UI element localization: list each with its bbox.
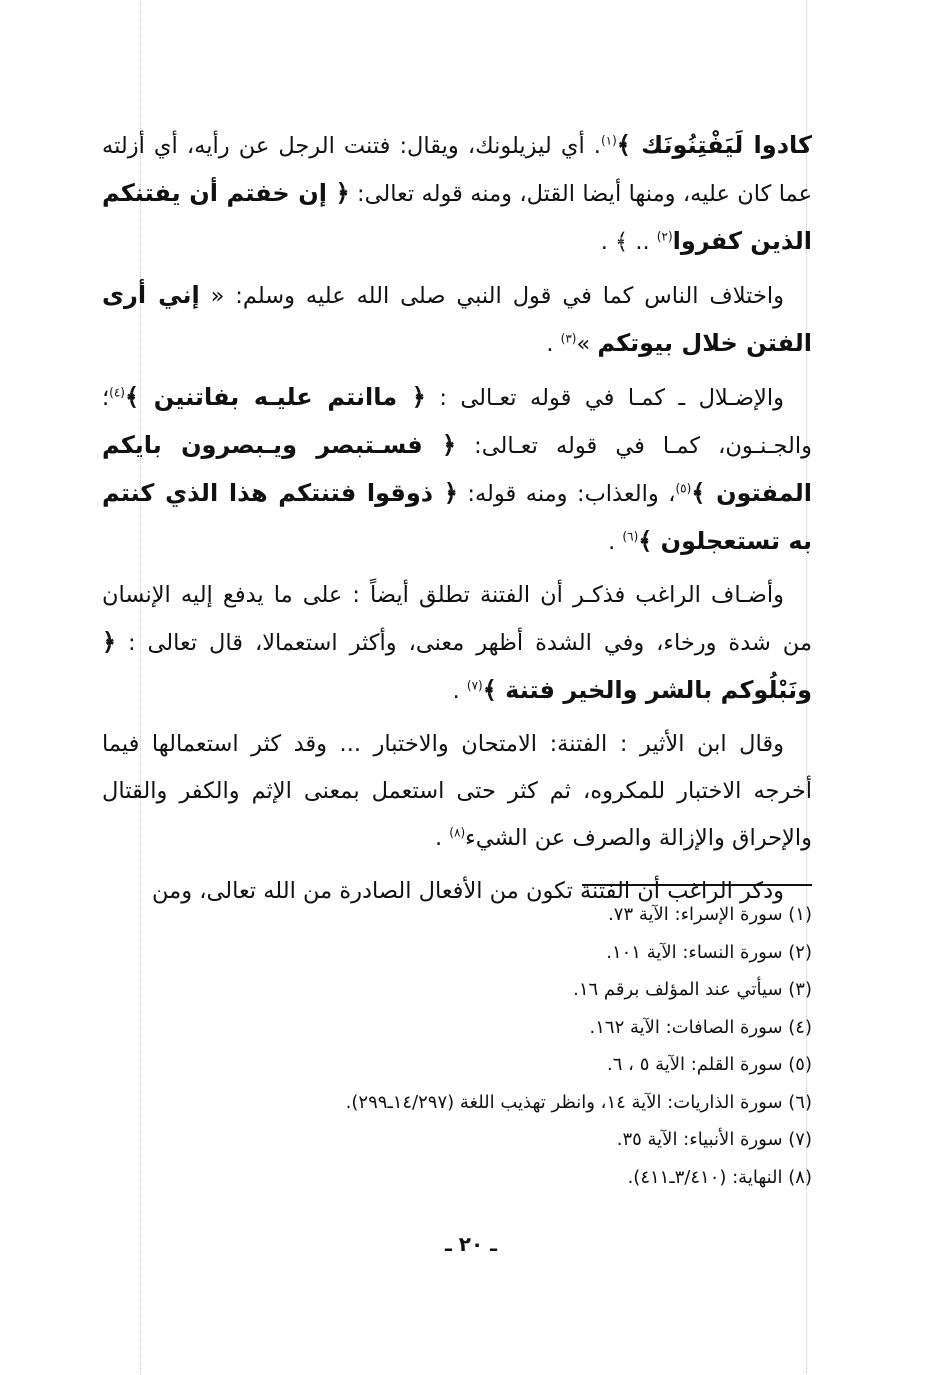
body-text: وأضـاف الراغب فذكـر أن الفتنة تطلق أيضاً : على ما يدفع إليه الإنسان من شدة ورخاء، وفي الشدة أظهر معنى، وأكثر استعمالا، قال تعالى : bbox=[102, 582, 812, 656]
body-text: . أي ليزيلونك، ويقال: فتنت الرجل عن رأيه، أي أزلته عما كان عليه، ومنها أيضا القتل، ومنه قوله تعالى: bbox=[102, 133, 812, 207]
footnote: (٣) سيأتي عند المؤلف برقم ١٦. bbox=[573, 979, 812, 1000]
body-text: . bbox=[434, 825, 450, 851]
body-text: .. ﴾ . bbox=[600, 229, 657, 255]
footnote-ref: (٢) bbox=[656, 229, 673, 244]
paragraph bbox=[102, 572, 812, 715]
paragraph bbox=[102, 721, 812, 862]
body-text: ؛ والجـنـون، كمـا في قوله تعـالى: bbox=[102, 385, 812, 459]
body-text: . bbox=[546, 331, 561, 357]
footnotes-list bbox=[102, 896, 812, 1196]
body-text: . bbox=[608, 529, 623, 555]
body-text: وقال ابن الأثير : الفتنة: الامتحان والاختبار ... وقد كثر استعمالها فيما أخرجه الاختبار للمكروه، ثم كثر حتى استعمل بمعنى الإثم والكفر والقتال والإحراق والإزالة والصرف عن الشيء bbox=[102, 731, 812, 851]
paragraph bbox=[102, 272, 812, 368]
body-text: » bbox=[576, 331, 598, 357]
body-text: وذكر الراغب أن الفتنة تكون من الأفعال الصادرة من الله تعالى، ومن bbox=[152, 878, 784, 904]
footnote: (٢) سورة النساء: الآية ١٠١. bbox=[606, 941, 812, 963]
footnote-ref: (٤) bbox=[109, 385, 125, 400]
footnote: (٥) سورة القلم: الآية ٥ ، ٦. bbox=[607, 1054, 812, 1075]
paragraph bbox=[102, 374, 812, 566]
footnote-ref: (١) bbox=[600, 133, 617, 148]
quoted-text: كادوا لَيَفْتِنُونَك ﴾ bbox=[616, 131, 812, 159]
body-text: واختلاف الناس كما في قول النبي صلى الله عليه وسلم: « bbox=[199, 283, 784, 309]
paragraph bbox=[102, 122, 812, 266]
page-number: ـ ٢٠ ـ bbox=[444, 1232, 498, 1256]
footnote-ref: (٥) bbox=[675, 481, 692, 496]
body-text: ، والعذاب: ومنه قوله: bbox=[457, 481, 676, 507]
quoted-text: ﴿ ذوقوا فتنتكم هذا الذي كنتم به تستعجلون ﴾ bbox=[102, 479, 812, 555]
main-text bbox=[102, 122, 812, 921]
quoted-text: ﴿ ونَبْلُوكم بالشر والخير فتنة ﴾ bbox=[102, 628, 812, 704]
footnote: (٧) سورة الأنبياء: الآية ٣٥. bbox=[616, 1129, 812, 1150]
footnote: (٤) سورة الصافات: الآية ١٦٢. bbox=[589, 1016, 812, 1038]
footnote: (١) سورة الإسراء: الآية ٧٣. bbox=[608, 904, 812, 925]
footnote: (٦) سورة الذاريات: الآية ١٤، وانظر تهذيب اللغة (١٤/٢٩٧ـ٢٩٩). bbox=[345, 1091, 812, 1113]
footnote-ref: (٦) bbox=[622, 529, 639, 544]
quoted-text: ﴿ إن خفتم أن يفتنكم الذين كفروا bbox=[102, 179, 812, 255]
quoted-text: ﴿ ماانتم عليـه بفاتنين ﴾ bbox=[124, 383, 426, 411]
body-text: والإضـلال ـ كمـا في قوله تعـالى : bbox=[425, 385, 784, 411]
footnote-ref: (٣) bbox=[560, 331, 577, 346]
body-text: . bbox=[452, 678, 467, 704]
footnote-ref: (٧) bbox=[466, 678, 483, 693]
quoted-text: إني أرى الفتن خلال بيوتكم bbox=[102, 281, 812, 357]
footnote-separator bbox=[582, 884, 812, 886]
quoted-text: ﴿ فسـتبصر ويـبصرون بايكم المفتون ﴾ bbox=[102, 431, 812, 507]
footnote: (٨) النهاية: (٣/٤١٠ـ٤١١). bbox=[627, 1166, 812, 1188]
footnote-ref: (٨) bbox=[449, 825, 466, 840]
